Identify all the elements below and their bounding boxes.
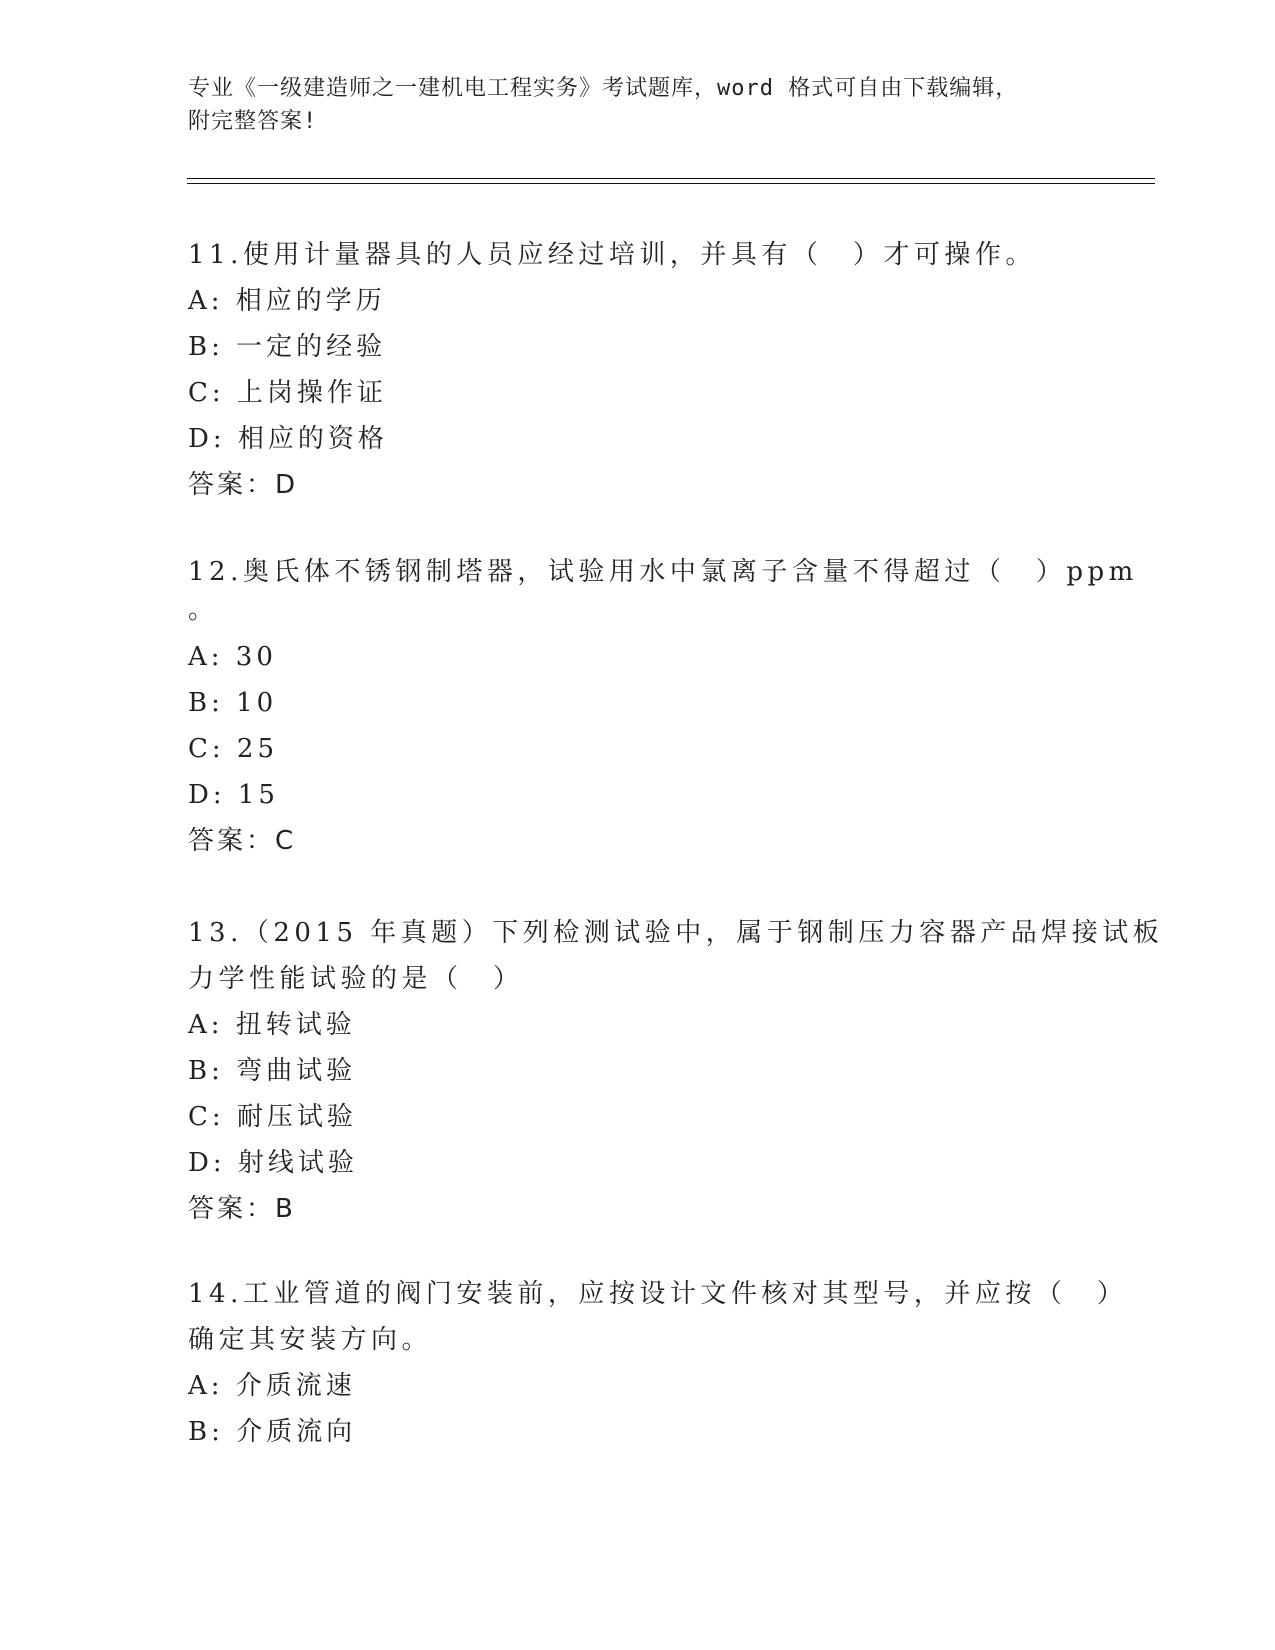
option-a: A: 相应的学历 [188, 286, 386, 316]
option-d: D: 15 [188, 780, 279, 810]
stem-line: 力学性能试验的是（ ） [188, 964, 524, 994]
option-c: C: 25 [188, 734, 279, 764]
header-divider-top [187, 178, 1155, 179]
stem-line: 。 [188, 595, 219, 625]
header-divider-bottom [187, 183, 1155, 184]
document-header [188, 72, 1068, 138]
stem-line: 14.工业管道的阀门安装前，应按设计文件核对其型号，并应按（ ） [188, 1279, 1128, 1309]
question-stem [188, 549, 1138, 634]
stem-line: 11.使用计量器具的人员应经过培训，并具有（ ）才可操作。 [188, 240, 1036, 270]
question-13 [188, 910, 1164, 1232]
stem-line: 13.（2015 年真题）下列检测试验中，属于钢制压力容器产品焊接试板 [188, 918, 1164, 948]
header-line-2: 附完整答案! [188, 109, 318, 134]
option-b: B: 弯曲试验 [188, 1056, 357, 1086]
option-b: B: 一定的经验 [188, 332, 387, 362]
question-12 [188, 549, 1138, 864]
stem-line: 12.奥氏体不锈钢制塔器，试验用水中氯离子含量不得超过（ ）ppm [188, 557, 1138, 587]
question-stem [188, 910, 1164, 1002]
option-c: C: 上岗操作证 [188, 378, 387, 408]
option-a: A: 介质流速 [188, 1371, 356, 1401]
question-stem [188, 232, 1088, 278]
option-b: B: 10 [188, 688, 278, 718]
stem-line: 确定其安装方向。 [188, 1325, 433, 1355]
answer: 答案：B [188, 1194, 296, 1224]
option-d: D: 射线试验 [188, 1148, 358, 1178]
question-14 [188, 1271, 1128, 1455]
option-a: A: 扭转试验 [188, 1010, 356, 1040]
answer: 答案：C [188, 826, 297, 856]
header-line-1: 专业《一级建造师之一建机电工程实务》考试题库，word 格式可自由下载编辑， [188, 76, 1019, 101]
question-stem [188, 1271, 1128, 1363]
answer: 答案：D [188, 470, 299, 500]
option-d: D: 相应的资格 [188, 424, 388, 454]
question-11 [188, 232, 1088, 508]
option-a: A: 30 [188, 642, 277, 672]
option-c: C: 耐压试验 [188, 1102, 357, 1132]
option-b: B: 介质流向 [188, 1417, 357, 1447]
